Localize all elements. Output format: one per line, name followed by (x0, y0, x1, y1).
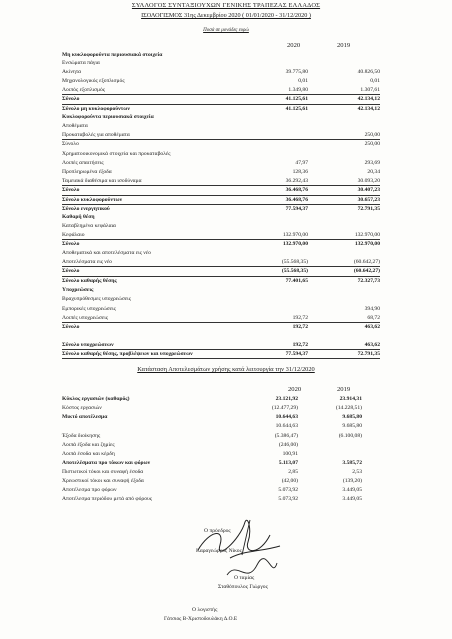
balance-row: Ταμειακά διαθέσιμα και ισοδύναμα 36.292,43 30.093,20 (62, 178, 380, 184)
income-row: Αποτέλεσμα περιόδου μετά από φόρους 5.073,92 3.449,05 (62, 496, 362, 502)
currency-note: Ποσά σε μονάδες ευρώ (203, 28, 249, 33)
document-subtitle: ΙΣΟΛΟΓΙΣΜΟΣ 31ης Δεκεμβρίου 2020 ( 01/01/2020 - 31/12/2020 ) (141, 12, 311, 19)
income-year-2020: 2020 (288, 386, 302, 393)
balance-row: Καθαρή θέση (62, 214, 95, 220)
treasurer-name: Σταθόπουλος Γιώργος (218, 584, 268, 590)
income-statement-title: Κατάσταση Αποτελεσμάτων χρήσης κατά λειτουργία την 31/12/2020 (137, 366, 315, 373)
president-name: Καραγεώργος Νίκος (196, 548, 242, 554)
balance-row: Σύνολο κυκλοφορούντων 36.468,76 30.657,23 (62, 197, 380, 203)
balance-year-2019: 2019 (337, 42, 351, 49)
balance-row: Χρηματοοικονομικά στοιχεία και προκαταβολές (62, 151, 171, 157)
income-row: 10.644,63 9.685,80 (275, 423, 362, 429)
balance-row: Σύνολο 41.125,61 42.134,12 (62, 96, 380, 102)
income-row: Μικτό αποτέλεσμα 10.644,63 9.685,80 (62, 414, 362, 420)
balance-row: Λοιπός εξοπλισμός 1.349,80 1.307,61 (62, 87, 380, 93)
balance-row: Σύνολο (55.568,35) (60.642,27) (62, 268, 380, 274)
balance-year-2020: 2020 (287, 42, 301, 49)
income-row: Χρεωστικοί τόκοι και συναφή έξοδα (42,00) (139,20) (62, 478, 362, 484)
income-row: Λοιπά έσοδα και κέρδη 100,91 (62, 451, 298, 457)
balance-row: Λοιπές απαιτήσεις 47,97 293,69 (62, 160, 380, 166)
balance-row: Σύνολο μη κυκλοφορούντων 41.125,61 42.134,12 (62, 106, 380, 112)
balance-row: Κυκλοφορούντα περιουσιακά στοιχεία (62, 114, 154, 120)
balance-row: Σύνολο υποχρεώσεων 192,72 463,62 (62, 342, 380, 348)
balance-row: Υποχρεώσεις (62, 287, 94, 293)
president-role: Ο πρόεδρος (204, 528, 231, 534)
balance-row: Σύνολο ενεργητικού 77.594,37 72.791,35 (62, 206, 380, 212)
income-year-2019: 2019 (337, 386, 351, 393)
balance-row: Αποθέματα (62, 123, 88, 129)
income-row: Λοιπά έξοδα και ζημίες (246,00) (62, 442, 298, 448)
balance-row: Αποτελέσματα εις νέο (55.568,35) (60.642,27) (62, 259, 380, 265)
balance-row: Σύνολο 192,72 463,62 (62, 324, 380, 330)
income-row: Έξοδα διοίκησης (5.386,47) (6.100,08) (62, 433, 362, 439)
balance-row: Λοιπές υποχρεώσεις 192,72 68,72 (62, 315, 380, 321)
balance-row: Ακίνητα 39.775,80 40.826,50 (62, 69, 380, 75)
balance-row: Προπληρωμένα έξοδα 128,36 20,34 (62, 169, 380, 175)
balance-row: Μηχανολογικός εξοπλισμός 0,01 0,01 (62, 78, 380, 84)
balance-row: Εμπορικές υποχρεώσεις 394,90 (62, 306, 380, 312)
balance-row: Προκαταβολές για αποθέματα 250,00 (62, 132, 380, 138)
document-title: ΣΥΛΛΟΓΟΣ ΣΥΝΤΑΞΙΟΥΧΩΝ ΓΕΝΙΚΗΣ ΤΡΑΠΕΖΑΣ ΕΛΛΑΔΟΣ (131, 2, 321, 9)
treasurer-role: Ο ταμίας (234, 575, 255, 581)
income-row: Πιστωτικοί τόκοι και συναφή έσοδα 2,85 2,53 (62, 469, 362, 475)
income-row: Αποτέλεσμα προ φόρων 5.073,92 3.449,05 (62, 487, 362, 493)
balance-row: Βραχυπρόθεσμες υποχρεώσεις (62, 296, 131, 302)
balance-row: Σύνολο 132.970,00 132.970,00 (62, 241, 380, 247)
balance-row: Κεφάλαιο 132.970,00 132.970,00 (62, 232, 380, 238)
balance-row: Καταβλημένα κεφάλαια (62, 223, 116, 229)
balance-row: Σύνολο 36.468,76 30.407,23 (62, 187, 380, 193)
balance-row: Σύνολο καθαρής θέσης 77.401,65 72.327,73 (62, 278, 380, 284)
accountant-role: Ο λογιστής (192, 607, 218, 613)
income-row: Αποτελέσματα προ τόκων και φόρων 5.113,07 3.585,72 (62, 460, 362, 466)
accountant-name: Γάτσιος Β-Χριστοδουλάκη Δ.Ο.Ε (164, 616, 238, 622)
balance-row: Σύνολο καθαρής θέσης, προβλέψεων και υποχρεώσεων 77.594,37 72.791,35 (62, 351, 380, 357)
income-row: Κόστος εργασιών (12.477,29) (14.228,51) (62, 405, 362, 411)
balance-row: Σύνολο 250,00 (62, 141, 380, 147)
balance-row: Αποθεματικά και αποτελέσματα εις νέο (62, 250, 151, 256)
balance-row: Μη κυκλοφορούντα περιουσιακά στοιχεία (62, 52, 163, 58)
balance-row: Ενσώματα πάγια (62, 60, 100, 66)
income-row: Κύκλος εργασιών (καθαρός) 23.121,92 23.914,31 (62, 396, 362, 402)
